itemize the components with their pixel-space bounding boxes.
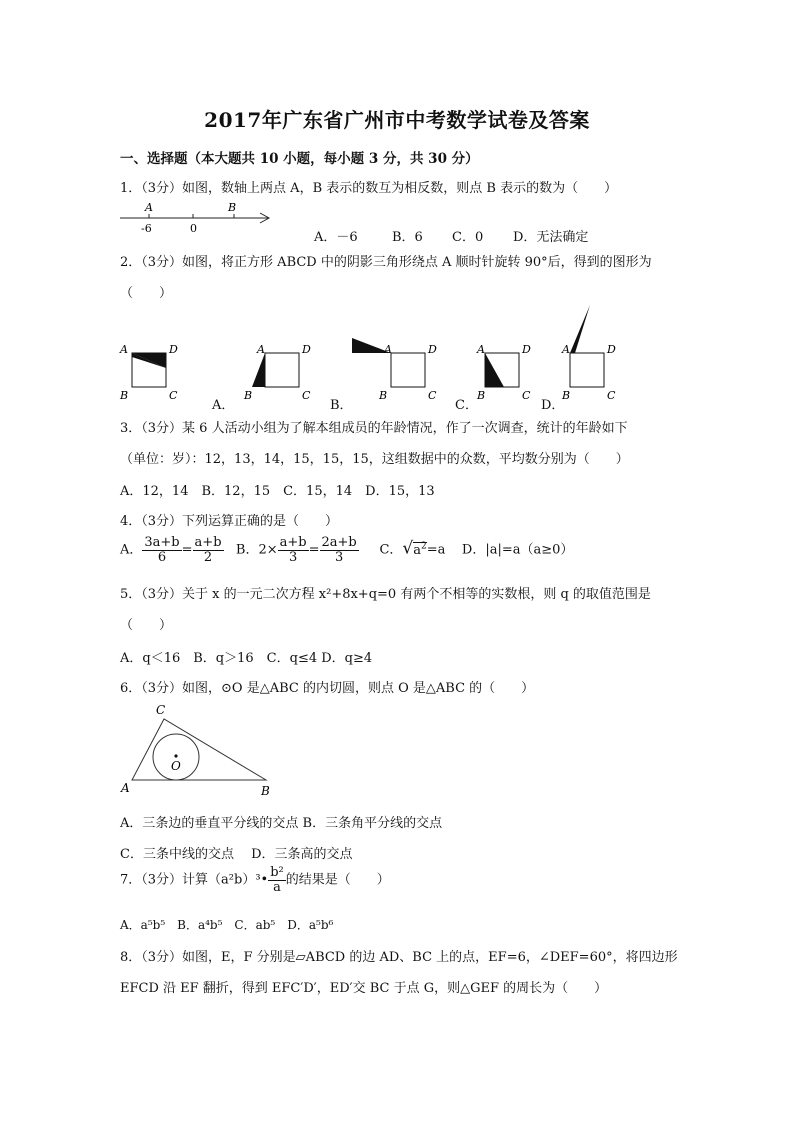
svg-text:C: C [522,389,531,402]
question-7-stem: 7．（3分）计算（a²b）³• $\frac{\text{b²}}{a}$ 的结果是（ ） [120,865,390,895]
svg-text:A: A [120,343,128,356]
q2-option-c: C． [455,398,478,413]
svg-text:D: D [302,343,311,356]
question-5-stem-line1: 5．（3分）关于 x 的一元二次方程 x²+8x+q=0 有两个不相等的实数根，则 q 的取值范围是 [120,587,651,602]
section-heading: 一、选择题（本大题共 10 小题，每小题 3 分，共 30 分） [120,151,479,167]
point-b-label: B [228,201,237,214]
svg-text:C: C [607,389,616,402]
svg-text:A: A [477,343,485,356]
q1-option-a: A．－6 [314,230,358,245]
number-line-figure [116,198,276,238]
option-d-figure [561,305,616,402]
q1-option-d: D．无法确定 [513,230,589,245]
q5-options: A．q＜16 B．q＞16 C．q≤4 D．q≥4 [120,651,373,666]
question-3-stem-line1: 3．（3分）某 6 人活动小组为了解本组成员的年龄情况，作了一次调查，统计的年龄如下 [120,421,628,436]
question-4-stem: 4．（3分）下列运算正确的是（ ） [120,514,339,529]
q2-option-d: D． [541,398,565,413]
tick-label-neg6: -6 [141,222,152,235]
svg-text:A: A [384,343,392,356]
svg-text:B: B [261,784,270,798]
question-2-stem-line1: 2．（3分）如图，将正方形 ABCD 中的阴影三角形绕点 A 顺时针旋转 90°后，得到的图形为 [120,255,652,270]
svg-text:O: O [171,759,181,773]
svg-text:C: C [302,389,311,402]
option-c-figure [476,343,531,402]
option-b-figure [352,338,437,402]
question-5-stem-line2: （ ） [120,618,173,633]
svg-text:B: B [379,389,388,402]
svg-text:A: A [562,343,570,356]
question-3-stem-line2: （单位：岁）：12，13，14，15，15，15，这组数据中的众数，平均数分别为（ ） [120,452,629,467]
q2-option-a: A． [212,398,235,413]
svg-text:D: D [522,343,531,356]
question-8-stem-line2: EFCD 沿 EF 翻折，得到 EFC′D′，ED′交 BC 于点 G，则△GEF 的周长为（ ） [120,981,608,996]
question-6-stem: 6．（3分）如图，⊙O 是△ABC 的内切圆，则点 O 是△ABC 的（ ） [120,681,535,696]
svg-text:C: C [156,703,166,717]
option-a-figure [243,343,311,402]
q3-options: A．12，14 B．12，15 C．15，14 D．15，13 [120,484,435,499]
svg-text:D: D [428,343,437,356]
svg-text:D: D [607,343,616,356]
q6-options-line2: C．三条中线的交点 D．三条高的交点 [120,847,353,862]
question-1-stem: 1．（3分）如图，数轴上两点 A，B 表示的数互为相反数，则点 B 表示的数为（ ） [120,181,618,196]
q6-options-line1: A．三条边的垂直平分线的交点 B．三条角平分线的交点 [120,816,443,831]
q1-option-b: B．6 [392,230,423,245]
q1-option-c: C．0 [452,230,484,245]
incircle-triangle-figure [116,700,286,800]
question-2-stem-line2: （ ） [120,286,173,301]
svg-text:B: B [562,389,571,402]
question-8-stem-line1: 8．（3分）如图，E，F 分别是▱ABCD 的边 AD、BC 上的点，EF=6，∠DEF=60°，将四边形 [120,950,678,965]
q2-option-b: B． [330,398,353,413]
original-square-figure [119,343,178,402]
point-a-label: A [145,201,153,214]
svg-text:D: D [169,343,178,356]
q7-options: A．a⁵b⁵ B．a⁴b⁵ C．ab⁵ D．a⁵b⁶ [120,918,334,932]
q4-options: A． $\frac{3a+b}{6}$ = $\frac{a+b}{2}$ B．2× $\frac{a+b}{3}$ = $\frac{2a+b}{3}$ C．$√a^2=a$ D．|a|=a（a≥0） [120,535,574,565]
svg-text:B: B [120,389,129,402]
svg-text:A: A [121,781,130,795]
tick-label-0: 0 [190,222,197,235]
svg-text:C: C [428,389,437,402]
svg-text:B: B [244,389,253,402]
svg-text:C: C [169,389,178,402]
svg-text:B: B [477,389,486,402]
page-title: 2017年广东省广州市中考数学试卷及答案 [204,108,590,132]
svg-text:A: A [257,343,265,356]
